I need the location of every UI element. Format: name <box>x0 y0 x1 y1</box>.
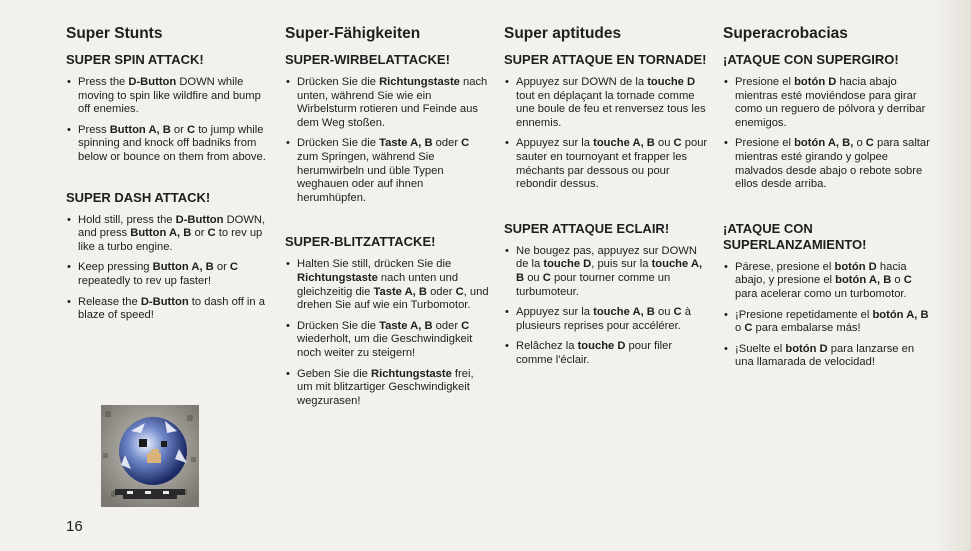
section-title: SUPER ATTAQUE ECLAIR! <box>504 220 670 236</box>
section-title: ¡ATAQUE CON SUPERGIRO! <box>723 52 899 67</box>
column-heading: Superacrobacias <box>723 25 848 42</box>
list-item: • Drücken Sie die Taste A, B oder C zum Springen, während Sie herumwirbeln und üble Typen weghauen oder auf ihnen herumhüpfen. <box>285 137 490 205</box>
section-title: SUPER SPIN ATTACK! <box>66 52 204 67</box>
column-german <box>285 24 490 415</box>
list-item: • Press the D-Button DOWN while moving to spin like wildfire and bump off enemies. <box>66 76 271 117</box>
list-item: • ¡Suelte el botón D para lanzarse en una llamarada de velocidad! <box>723 343 935 370</box>
list-item: • Geben Sie die Richtungstaste frei, um mit blitzartiger Geschwindigkeit wegzurasen! <box>285 368 490 409</box>
bullet-list <box>66 76 271 165</box>
list-item: • Appuyez sur la touche A, B ou C à plusieurs reprises pour accélérer. <box>504 306 709 333</box>
next-page-edge <box>935 0 971 551</box>
column-heading: Super aptitudes <box>504 25 622 42</box>
list-item: • Press Button A, B or C to jump while spinning and knock off badniks from below or bounce on them from above. <box>66 124 271 165</box>
list-item: • Halten Sie still, drücken Sie die Richtungstaste nach unten und gleichzeitig die Taste A, B oder C, und drehen Sie auf wie ein Turbomotor. <box>285 258 490 312</box>
section-title: ¡ATAQUE CON SUPERLANZAMIENTO! <box>723 220 867 252</box>
section-title: SUPER DASH ATTACK! <box>66 189 211 205</box>
list-item: • Hold still, press the D-Button DOWN, and press Button A, B or C to rev up like a turbo engine. <box>66 214 271 255</box>
section-title: SUPER-WIRBELATTACKE! <box>285 52 450 67</box>
column-english <box>66 24 271 330</box>
spin-attack-sprite-icon <box>101 405 199 507</box>
page-number: 16 <box>66 518 83 535</box>
list-item: • Presione el botón A, B, o C para saltar mientras esté girando y golpee malvados desde abajo o rebote sobre ellos desde arriba. <box>723 137 935 191</box>
list-item: • Relâchez la touche D pour filer comme l'éclair. <box>504 340 709 367</box>
section-title: SUPER ATTAQUE EN TORNADE! <box>504 52 707 67</box>
column-heading: Super-Fähigkeiten <box>285 25 421 42</box>
bullet-list <box>285 76 490 205</box>
bullet-list <box>723 76 935 192</box>
list-item: • Ne bougez pas, appuyez sur DOWN de la touche D, puis sur la touche A, B ou C pour tourner comme un turbumoteur. <box>504 245 709 299</box>
column-heading: Super Stunts <box>66 25 163 42</box>
list-item: • Párese, presione el botón D hacia abajo, y presione el botón A, B o C para acelerar como un turbomotor. <box>723 261 935 302</box>
list-item: • Drücken Sie die Taste A, B oder C wiederholt, um die Geschwindigkeit noch weiter zu steigern! <box>285 320 490 361</box>
bullet-list <box>504 76 709 192</box>
list-item: • Release the D-Button to dash off in a blaze of speed! <box>66 296 271 323</box>
list-item: • Appuyez sur DOWN de la touche D tout en déplaçant la tornade comme une boule de feu et renversez tous les ennemis. <box>504 76 709 130</box>
list-item: • ¡Presione repetidamente el botón A, B o C para embalarse más! <box>723 309 935 336</box>
column-spanish <box>723 24 935 377</box>
section-title: SUPER-BLITZATTACKE! <box>285 234 436 250</box>
list-item: • Appuyez sur la touche A, B ou C pour sauter en tournoyant et frapper les méchants par dessous ou pour rebondir dessus. <box>504 137 709 191</box>
list-item: • Keep pressing Button A, B or C repeatedly to rev up faster! <box>66 261 271 288</box>
column-french <box>504 24 709 375</box>
list-item: • Presione el botón D hacia abajo mientras esté moviéndose para girar como un reguero de pólvora y derribar enemigos. <box>723 76 935 130</box>
bullet-list <box>66 214 271 323</box>
bullet-list <box>285 258 490 408</box>
list-item: • Drücken Sie die Richtungstaste nach unten, während Sie wie ein Wirbelsturm rotieren und Feinde aus dem Weg stoßen. <box>285 76 490 130</box>
bullet-list <box>723 261 935 370</box>
bullet-list <box>504 245 709 368</box>
